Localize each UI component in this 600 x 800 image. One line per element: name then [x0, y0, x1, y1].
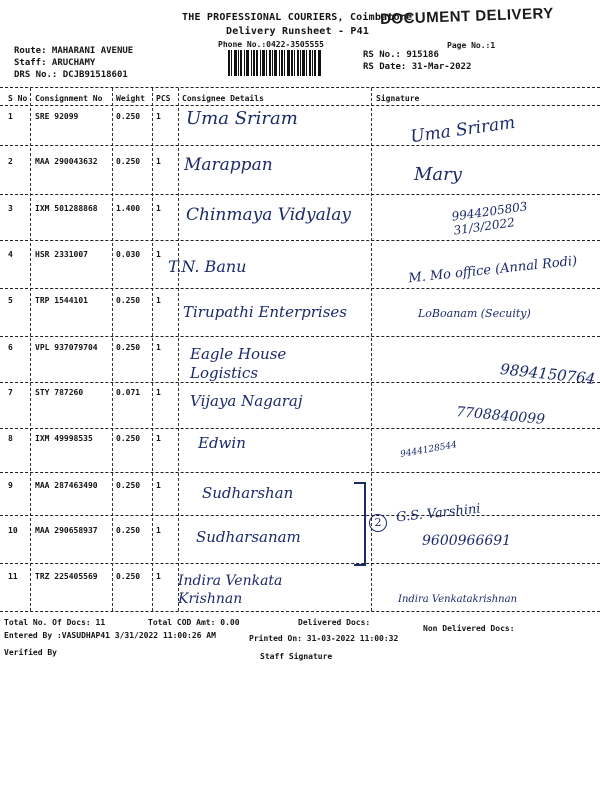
row-pcs: 1 — [156, 250, 161, 259]
row-consignment: IXM 501288868 — [35, 204, 98, 213]
row-divider — [0, 145, 600, 146]
row-divider — [0, 515, 600, 516]
row-sno: 1 — [8, 112, 13, 121]
col-header-weight: Weight — [116, 94, 145, 103]
row-weight: 0.250 — [116, 112, 141, 121]
row-pcs: 1 — [156, 112, 161, 121]
column-divider — [112, 88, 113, 611]
bracket-mark — [354, 482, 366, 566]
column-divider — [152, 88, 153, 611]
row-signature: Uma Sriram — [409, 112, 517, 148]
row-consignment: TRZ 225405569 — [35, 572, 98, 581]
row-signature: 9600966691 — [422, 533, 512, 549]
row-pcs: 1 — [156, 204, 161, 213]
row-consignment: VPL 937079704 — [35, 343, 98, 352]
row-pcs: 1 — [156, 296, 161, 305]
printed-on: Printed On: 31-03-2022 11:00:32 — [249, 634, 399, 643]
column-divider — [371, 88, 372, 611]
row-sno: 7 — [8, 388, 13, 397]
row-divider — [0, 288, 600, 289]
row-sno: 10 — [8, 526, 18, 535]
row-pcs: 1 — [156, 388, 161, 397]
total-docs: Total No. Of Docs: 11 — [4, 618, 106, 627]
col-header-consignee: Consignee Details — [182, 94, 264, 103]
col-header-pcs: PCS — [156, 94, 171, 103]
page-number: Page No.:1 — [447, 41, 496, 50]
divider — [0, 105, 600, 106]
row-weight: 0.250 — [116, 572, 141, 581]
rs-number: RS No.: 915186 — [363, 50, 439, 60]
row-signature: 9894150764 — [499, 360, 597, 388]
row-weight: 0.250 — [116, 526, 141, 535]
column-divider — [178, 88, 179, 611]
column-divider — [30, 88, 31, 611]
row-weight: 0.250 — [116, 296, 141, 305]
row-consignee: Sudharsanam — [196, 528, 301, 546]
circled-number: 2 — [369, 514, 387, 532]
row-pcs: 1 — [156, 526, 161, 535]
staff-signature-label: Staff Signature — [260, 652, 333, 661]
row-signature: M. Mo office (Annal Rodi) — [407, 253, 578, 287]
row-consignment: SRE 92099 — [35, 112, 79, 121]
row-pcs: 1 — [156, 572, 161, 581]
row-weight: 0.250 — [116, 157, 141, 166]
row-consignee: Sudharshan — [202, 484, 294, 502]
row-consignee: T.N. Banu — [168, 257, 247, 276]
staff: Staff: ARUCHAMY — [14, 58, 96, 68]
col-header-consignment: Consignment No — [35, 94, 103, 103]
row-signature: 9444128544 — [399, 440, 458, 460]
row-divider — [0, 194, 600, 195]
row-sno: 2 — [8, 157, 13, 166]
row-sno: 4 — [8, 250, 13, 259]
row-weight: 1.400 — [116, 204, 141, 213]
total-cod-amount: Total COD Amt: 0.00 — [148, 618, 240, 627]
document-delivery-stamp: DOCUMENT DELIVERY — [379, 4, 555, 29]
divider — [0, 87, 600, 88]
row-pcs: 1 — [156, 343, 161, 352]
runsheet-title: Delivery Runsheet - P41 — [226, 26, 370, 37]
row-pcs: 1 — [156, 481, 161, 490]
row-consignment: HSR 2331007 — [35, 250, 88, 259]
row-weight: 0.250 — [116, 434, 141, 443]
row-consignment: MAA 287463490 — [35, 481, 98, 490]
row-divider — [0, 472, 600, 473]
route: Route: MAHARANI AVENUE — [14, 46, 134, 56]
row-consignment: TRP 1544101 — [35, 296, 88, 305]
row-sno: 5 — [8, 296, 13, 305]
row-signature: Indira Venkatakrishnan — [398, 594, 518, 605]
row-consignee: Uma Sriram — [186, 108, 298, 129]
row-weight: 0.250 — [116, 343, 141, 352]
barcode — [228, 50, 346, 76]
non-delivered-docs: Non Delivered Docs: — [423, 624, 515, 633]
row-signature: Mary — [414, 164, 462, 185]
col-header-sno: S No — [8, 94, 28, 103]
row-sno: 9 — [8, 481, 13, 490]
row-weight: 0.030 — [116, 250, 141, 259]
row-divider — [0, 428, 600, 429]
verified-by: Verified By — [4, 648, 57, 657]
row-consignee: Marappan — [184, 155, 273, 175]
row-consignee: Chinmaya Vidyalay — [186, 205, 351, 225]
row-consignee: Indira Venkata Krishnan — [178, 573, 283, 607]
row-pcs: 1 — [156, 157, 161, 166]
col-header-signature: Signature — [376, 94, 420, 103]
row-divider — [0, 563, 600, 564]
entered-by: Entered By :VASUDHAP41 3/31/2022 11:00:26 AM — [4, 631, 216, 640]
row-consignee: Tirupathi Enterprises — [183, 303, 347, 321]
drs-number: DRS No.: DCJB91518601 — [14, 70, 128, 80]
row-divider — [0, 240, 600, 241]
row-divider — [0, 382, 600, 383]
row-pcs: 1 — [156, 434, 161, 443]
row-consignment: MAA 290043632 — [35, 157, 98, 166]
row-sno: 6 — [8, 343, 13, 352]
delivered-docs: Delivered Docs: — [298, 618, 371, 627]
row-sno: 8 — [8, 434, 13, 443]
phone-number: Phone No.:0422-3505555 — [218, 40, 324, 49]
row-signature: G.S. Varshini — [395, 501, 482, 526]
row-sno: 3 — [8, 204, 13, 213]
row-consignee: Vijaya Nagaraj — [190, 392, 303, 410]
row-consignee: Eagle House Logistics — [190, 345, 287, 382]
row-consignee: Edwin — [198, 434, 246, 452]
row-divider — [0, 336, 600, 337]
row-consignment: IXM 49998535 — [35, 434, 93, 443]
row-signature: 7708840099 — [455, 404, 546, 428]
row-weight: 0.250 — [116, 481, 141, 490]
row-consignment: STY 787260 — [35, 388, 84, 397]
row-weight: 0.071 — [116, 388, 141, 397]
row-consignment: MAA 290658937 — [35, 526, 98, 535]
company-name: THE PROFESSIONAL COURIERS, Coimbatore — [182, 12, 413, 23]
row-signature: 9944205803 31/3/2022 — [450, 199, 529, 238]
row-sno: 11 — [8, 572, 18, 581]
rs-date: RS Date: 31-Mar-2022 — [363, 62, 472, 72]
row-signature: LoBoanam (Secuity) — [418, 307, 531, 320]
row-divider — [0, 611, 600, 612]
